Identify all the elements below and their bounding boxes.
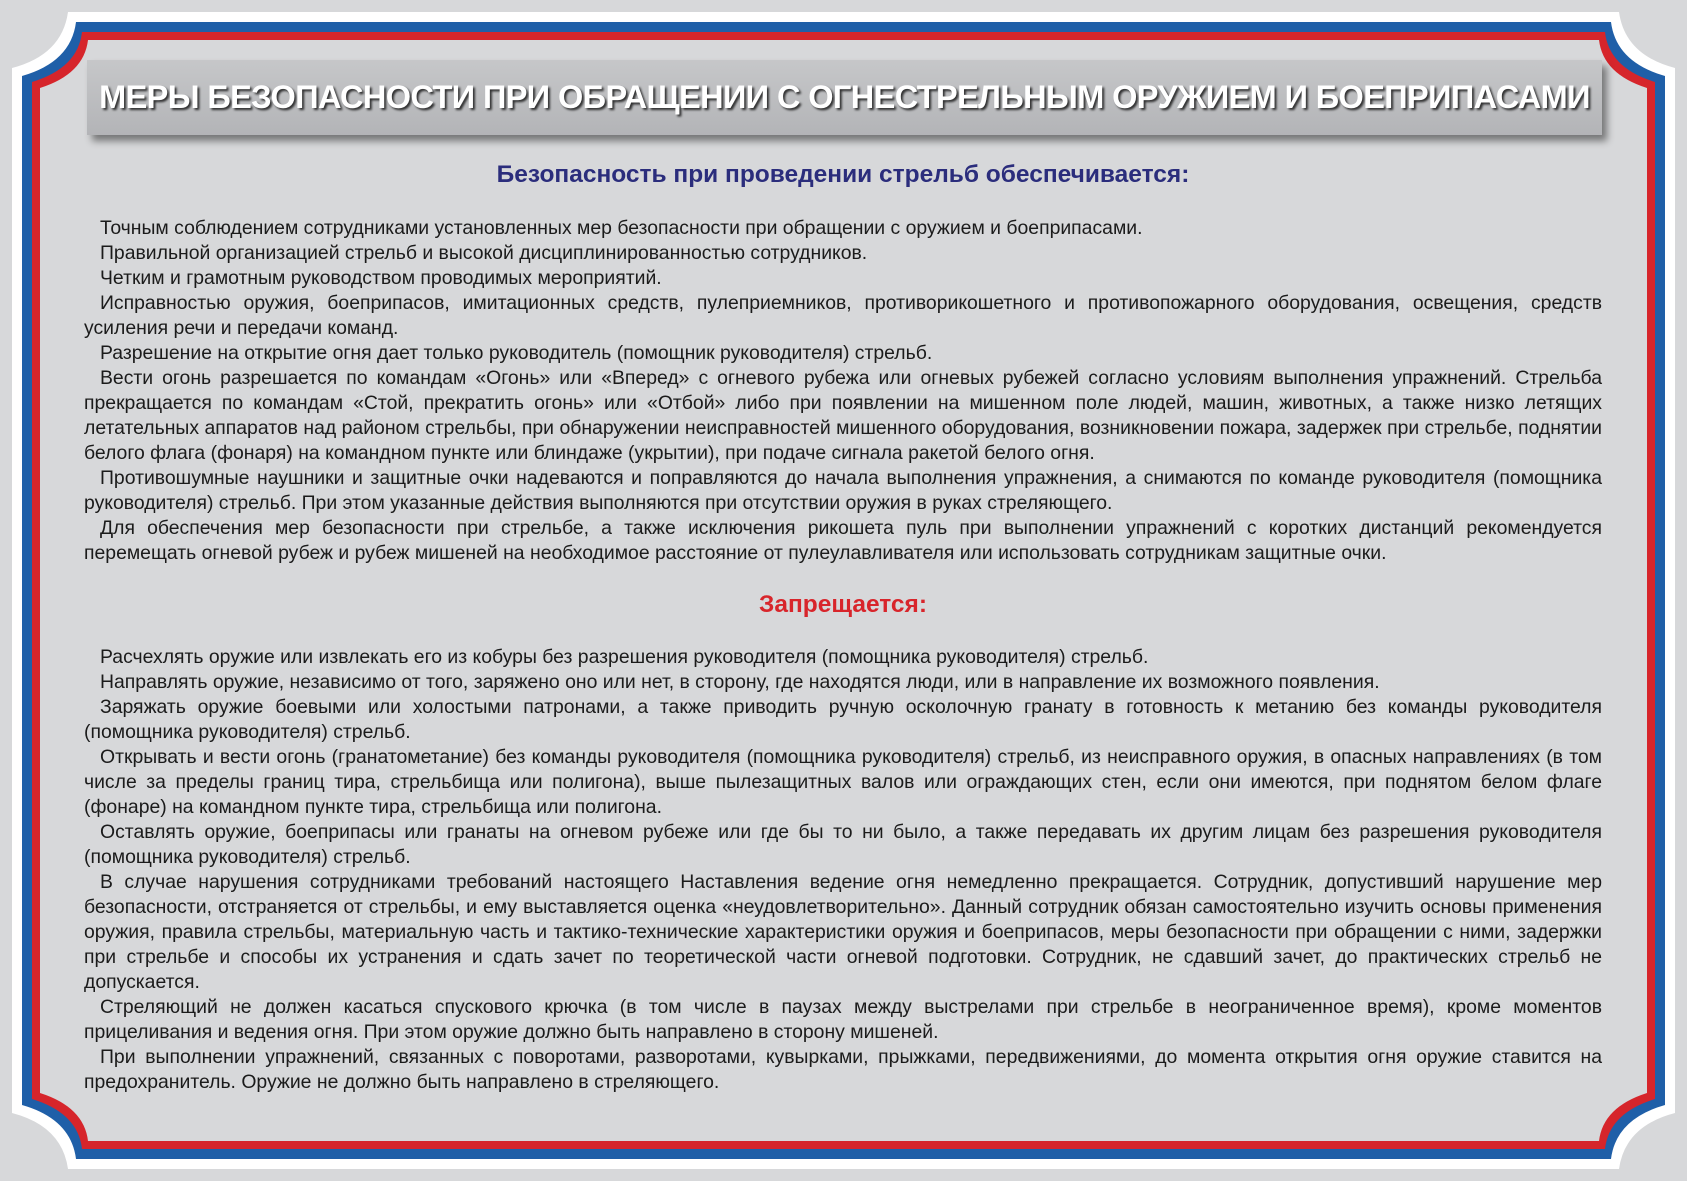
prohibited-paragraph: Расчехлять оружие или извлекать его из кобуры без разрешения руководителя (помощника руководителя) стрельб. bbox=[100, 646, 1149, 668]
prohibited-paragraph: Стреляющий не должен касаться спускового крючка (в том числе в паузах между выстрелами при стрельбе в неограниченное время), кроме моментов прицеливания и ведения огня. При этом оружие должно быть направлено в сторону мишеней. bbox=[84, 996, 1602, 1043]
safety-paragraph: Противошумные наушники и защитные очки надеваются и поправляются до начала выполнения упражнения, а снимаются по команде руководителя (помощника руководителя) стрельб. При этом указанные действия выполняются при отсутствии оружия в руках стреляющего. bbox=[84, 467, 1602, 514]
section-safety-body bbox=[84, 216, 1602, 566]
safety-paragraph: Разрешение на открытие огня дает только руководитель (помощник руководителя) стрельб. bbox=[100, 342, 933, 364]
prohibited-paragraph: Направлять оружие, независимо от того, заряжено оно или нет, в сторону, где находятся люди, или в направление их возможного появления. bbox=[100, 671, 1380, 693]
safety-paragraph: Исправностью оружия, боеприпасов, имитационных средств, пулеприемников, противорикошетного и противопожарного оборудования, освещения, средств усиления речи и передачи команд. bbox=[84, 292, 1602, 339]
safety-paragraph: Правильной организацией стрельб и высокой дисциплинированностью сотрудников. bbox=[100, 242, 868, 264]
section-heading-prohibited: Запрещается: bbox=[758, 591, 928, 618]
prohibited-paragraph: В случае нарушения сотрудниками требований настоящего Наставления ведение огня немедленно прекращается. Сотрудник, допустивший нарушение мер безопасности, отстраняется от стрельбы, и ему выставляется оценка «неудовлетворительно». Данный сотрудник обязан самостоятельно изучить основы применения оружия, правила стрельбы, материальную часть и тактико-технические характеристики оружия и боеприпасов, меры безопасности при обращении с ними, задержки при стрельбе и способы их устранения и сдать зачет по теоретической части огневой подготовки. Сотрудник, не сдавший зачет, до практических стрельб не допускается. bbox=[84, 871, 1602, 993]
section-heading-safety: Безопасность при проведении стрельб обеспечивается: bbox=[496, 161, 1190, 188]
prohibited-paragraph: Оставлять оружие, боеприпасы или гранаты на огневом рубеже или где бы то ни было, а также передавать их другим лицам без разрешения руководителя (помощника руководителя) стрельб. bbox=[84, 821, 1602, 868]
section-prohibited-body bbox=[84, 645, 1602, 1095]
page-title: МЕРЫ БЕЗОПАСНОСТИ ПРИ ОБРАЩЕНИИ С ОГНЕСТРЕЛЬНЫМ ОРУЖИЕМ И БОЕПРИПАСАМИ bbox=[99, 79, 1590, 115]
safety-paragraph: Для обеспечения мер безопасности при стрельбе, а также исключения рикошета пуль при выполнении упражнений с коротких дистанций рекомендуется перемещать огневой рубеж и рубеж мишеней на необходимое расстояние от пулеулавливателя или использовать сотрудникам защитные очки. bbox=[84, 517, 1602, 564]
prohibited-paragraph: При выполнении упражнений, связанных с поворотами, разворотами, кувырками, прыжками, передвижениями, до момента открытия огня оружие ставится на предохранитель. Оружие не должно быть направлено в стреляющего. bbox=[84, 1046, 1602, 1093]
prohibited-paragraph: Открывать и вести огонь (гранатометание) без команды руководителя (помощника руководителя) стрельб, из неисправного оружия, в опасных направлениях (в том числе за пределы границ тира, стрельбища или полигона), выше пылезащитных валов или ограждающих стен, если они имеются, при поднятом белом флаге (фонаре) на командном пункте тира, стрельбища или полигона. bbox=[84, 746, 1602, 818]
title-banner bbox=[87, 60, 1602, 135]
safety-paragraph: Точным соблюдением сотрудниками установленных мер безопасности при обращении с оружием и боеприпасами. bbox=[100, 217, 1143, 239]
content-area bbox=[84, 160, 1602, 1095]
safety-paragraph: Вести огонь разрешается по командам «Огонь» или «Вперед» с огневого рубежа или огневых рубежей согласно условиям выполнения упражнений. Стрельба прекращается по командам «Стой, прекратить огонь» или «Отбой» либо при появлении на мишенном поле людей, машин, животных, а также низко летящих летательных аппаратов над районом стрельбы, при обнаружении неисправностей мишенного оборудования, возникновении пожара, задержек при стрельбе, поднятии белого флага (фонаря) на командном пункте или блиндаже (укрытии), при подаче сигнала ракетой белого огня. bbox=[84, 367, 1602, 464]
safety-paragraph: Четким и грамотным руководством проводимых мероприятий. bbox=[100, 267, 662, 289]
prohibited-paragraph: Заряжать оружие боевыми или холостыми патронами, а также приводить ручную осколочную гранату в готовность к метанию без команды руководителя (помощника руководителя) стрельб. bbox=[84, 696, 1602, 743]
